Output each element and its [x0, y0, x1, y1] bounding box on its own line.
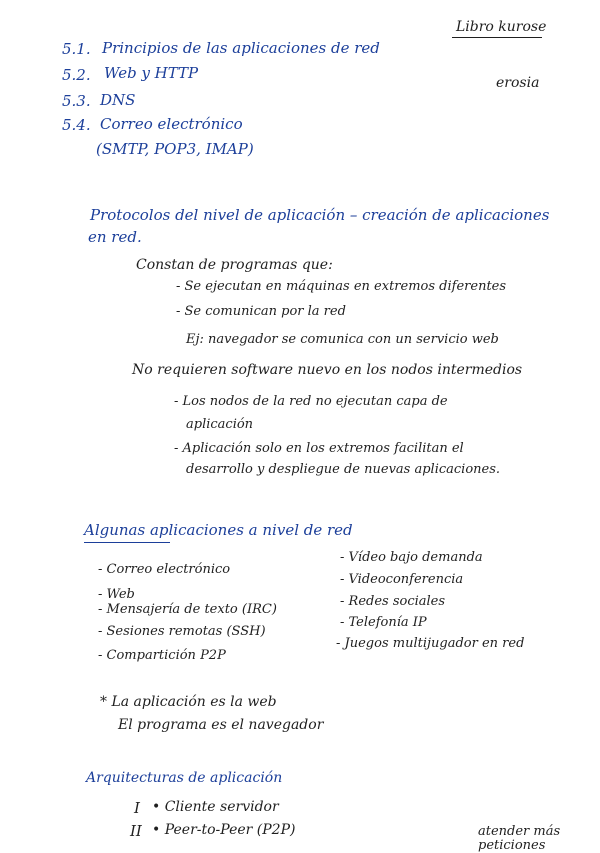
arch-title: Arquitecturas de aplicación [86, 770, 283, 786]
apps-title: Algunas aplicaciones a nivel de red [84, 521, 353, 539]
toc-item-3: DNS [100, 91, 136, 109]
bullet-3-line-2: aplicación [186, 417, 254, 432]
bullet-4-line-2: desarrollo y despliegue de nuevas aplicaciones. [186, 462, 501, 477]
toc-num-4: 5.4. [62, 116, 91, 134]
app-left-3: - Mensajería de texto (IRC) [98, 602, 277, 617]
toc-item-2: Web y HTTP [104, 64, 199, 82]
app-right-4: - Telefonía IP [340, 615, 427, 630]
app-right-1: - Vídeo bajo demanda [340, 550, 483, 565]
toc-item-4: Correo electrónico [100, 115, 243, 133]
bullet-2: - Se comunican por la red [176, 304, 346, 319]
protocols-title-1: Protocolos del nivel de aplicación – creación de aplicaciones [90, 206, 550, 224]
corner-note-1: atender más [478, 824, 561, 839]
example-line: Ej: navegador se comunica con un servicio web [186, 332, 499, 347]
app-left-2: - Web [98, 587, 135, 602]
toc-num-3: 5.3. [62, 92, 91, 110]
consist-line: Constan de programas que: [136, 257, 333, 273]
toc-num-2: 5.2. [62, 66, 91, 84]
apps-title-underline [84, 542, 170, 543]
protocols-title-2: en red. [88, 228, 142, 246]
note-line-1: * La aplicación es la web [100, 694, 277, 710]
app-right-3: - Redes sociales [340, 594, 446, 609]
bullet-1: - Se ejecutan en máquinas en extremos diferentes [176, 279, 507, 294]
bullet-4-line-1: - Aplicación solo en los extremos facilitan el [174, 441, 464, 456]
app-left-1: - Correo electrónico [98, 562, 231, 577]
app-left-4: - Sesiones remotas (SSH) [98, 624, 266, 639]
book-note: Libro kurose [456, 19, 547, 35]
arch-item-2: • Peer-to-Peer (P2P) [152, 822, 296, 838]
toc-sub: (SMTP, POP3, IMAP) [96, 140, 254, 158]
arch-num-1: I [134, 799, 140, 817]
no-require-line: No requieren software nuevo en los nodos intermedios [132, 362, 523, 378]
arch-item-1: • Cliente servidor [152, 799, 279, 815]
side-note: erosia [496, 75, 540, 91]
toc-item-1: Principios de las aplicaciones de red [102, 39, 380, 57]
toc-num-1: 5.1. [62, 40, 91, 58]
bullet-3-line-1: - Los nodos de la red no ejecutan capa de [174, 394, 448, 409]
app-right-5: - Juegos multijugador en red [336, 636, 525, 651]
note-line-2: El programa es el navegador [118, 717, 324, 733]
app-right-2: - Videoconferencia [340, 572, 464, 587]
book-note-underline [452, 37, 542, 38]
arch-num-2: II [130, 822, 142, 840]
app-left-5: - Compartición P2P [98, 648, 226, 663]
corner-note-2: peticiones [478, 838, 546, 853]
